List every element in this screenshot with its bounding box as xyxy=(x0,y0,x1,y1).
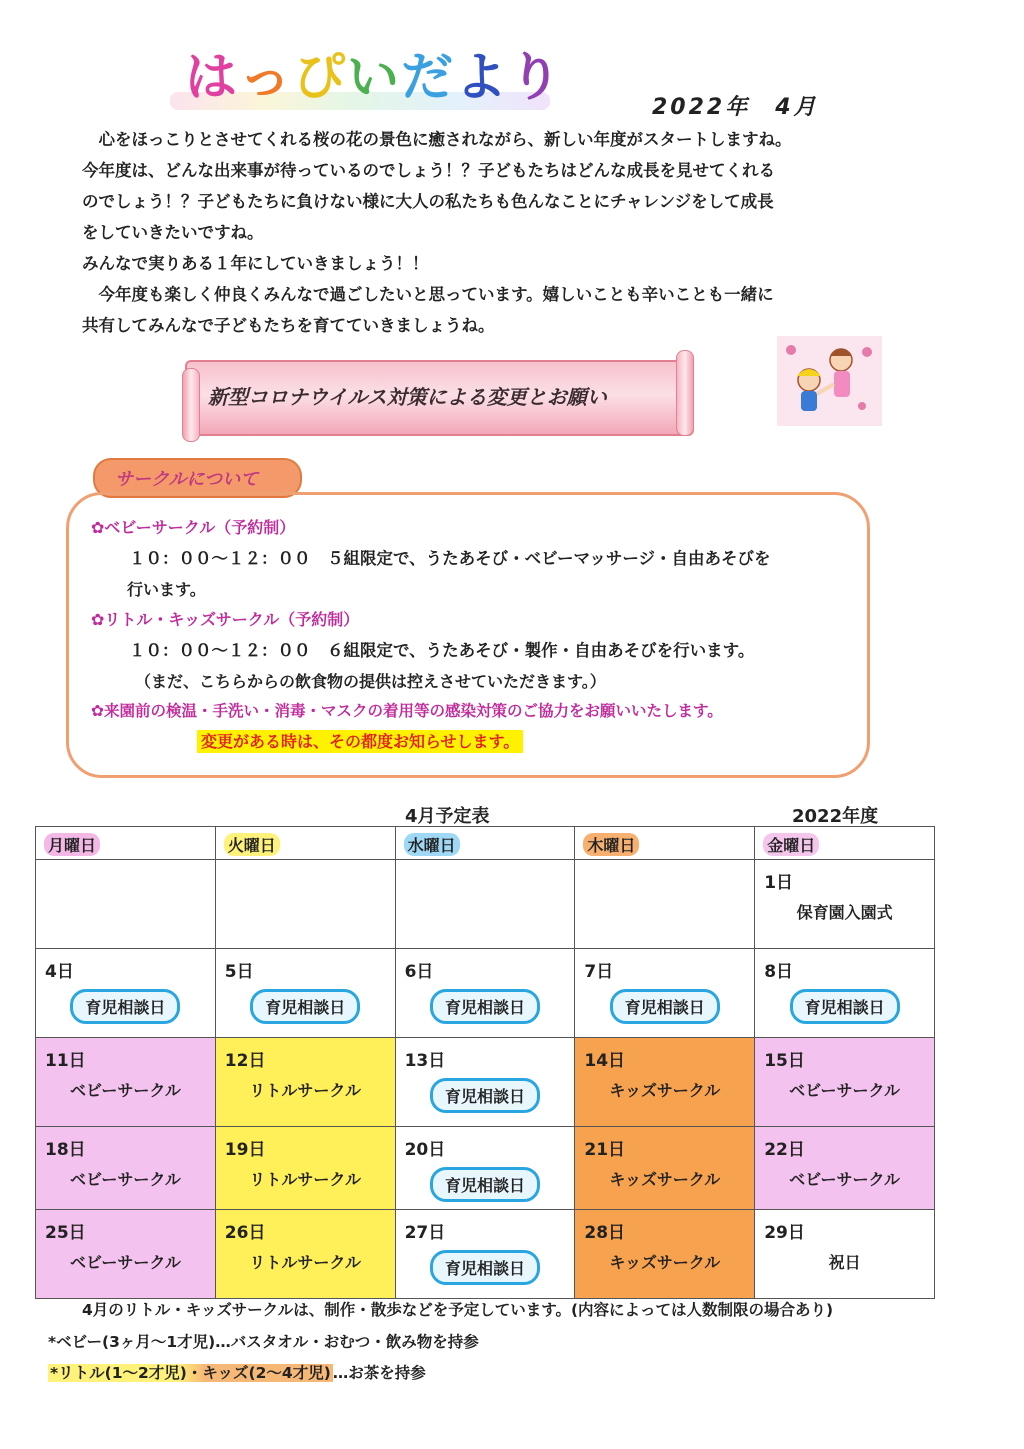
event-label: ベビーサークル xyxy=(69,1253,181,1272)
event-wrap xyxy=(755,989,934,1024)
event-wrap xyxy=(216,1167,395,1190)
day-number: 15日 xyxy=(764,1051,805,1071)
calendar-day-cell xyxy=(215,949,395,1038)
flower-icon: ✿ xyxy=(91,610,105,629)
section-tag-label: サークルについて xyxy=(115,469,259,490)
event-wrap xyxy=(755,900,934,923)
scroll-curl-left xyxy=(182,368,200,442)
intro-line: のでしょう！？子どもたちに負けない様に大人の私たちも色んなことにチャレンジをして成長 xyxy=(82,192,774,211)
intro-line: 心をほっこりとさせてくれる桜の花の景色に癒されながら、新しい年度がスタートしますね。 xyxy=(82,130,792,149)
intro-line: 共有してみんなで子どもたちを育てていきましょうね。 xyxy=(82,316,495,335)
calendar-day-cell xyxy=(395,1210,575,1299)
baby-items-note: *ベビー(3ヶ月～1才児)…バスタオル・おむつ・飲み物を持参 xyxy=(48,1333,479,1351)
day-header-label: 月曜日 xyxy=(44,833,100,856)
day-header xyxy=(215,827,395,860)
day-header xyxy=(575,827,755,860)
event-wrap xyxy=(755,1167,934,1190)
change-notice-text: 変更がある時は、その都度お知らせします。 xyxy=(197,730,523,753)
calendar-day-cell xyxy=(395,1127,575,1210)
title-char: い xyxy=(347,48,402,108)
little-kids-circle-title xyxy=(91,607,359,630)
title-char: だ xyxy=(401,48,456,108)
day-number: 13日 xyxy=(404,1051,446,1071)
event-wrap xyxy=(36,1250,215,1273)
day-number: 18日 xyxy=(45,1140,86,1160)
baby-circle-detail: 行います。 xyxy=(127,580,206,599)
calendar-day-cell xyxy=(215,1127,395,1210)
day-number: 20日 xyxy=(404,1140,446,1160)
title-char: っ xyxy=(239,48,294,108)
tea-note: …お茶を持参 xyxy=(332,1364,426,1382)
event-label: キッズサークル xyxy=(609,1253,721,1272)
calendar-day-cell xyxy=(215,860,395,949)
event-label: ベビーサークル xyxy=(789,1081,901,1100)
day-header-label: 金曜日 xyxy=(763,833,819,856)
schedule-calendar xyxy=(35,826,935,1299)
calendar-title: 4月予定表 xyxy=(405,806,490,827)
event-wrap xyxy=(36,1078,215,1101)
event-wrap xyxy=(36,989,215,1024)
day-number: 8日 xyxy=(764,962,794,982)
calendar-day-cell xyxy=(755,1127,935,1210)
calendar-day-cell xyxy=(755,860,935,949)
consultation-badge: 育児相談日 xyxy=(430,1078,540,1113)
consultation-badge: 育児相談日 xyxy=(250,989,360,1024)
calendar-day-cell xyxy=(575,1038,755,1127)
day-header xyxy=(36,827,216,860)
event-label: キッズサークル xyxy=(609,1170,721,1189)
calendar-year: 2022年度 xyxy=(792,806,879,827)
event-wrap xyxy=(216,1078,395,1101)
intro-text xyxy=(82,124,862,341)
day-number: 1日 xyxy=(764,873,794,893)
consultation-badge: 育児相談日 xyxy=(430,989,540,1024)
issue-date: 2022年 4月 xyxy=(652,95,819,120)
event-wrap xyxy=(575,1250,754,1273)
little-circle-title-text: リトル・キッズサークル（予約制） xyxy=(104,610,360,629)
calendar-day-cell xyxy=(755,949,935,1038)
day-number: 27日 xyxy=(404,1223,446,1243)
day-number: 12日 xyxy=(224,1051,266,1071)
day-number: 6日 xyxy=(404,962,434,982)
event-label: リトルサークル xyxy=(249,1081,361,1100)
flower-icon xyxy=(858,402,866,410)
calendar-week-row xyxy=(36,949,935,1038)
calendar-day-cell xyxy=(215,1210,395,1299)
consultation-badge: 育児相談日 xyxy=(790,989,900,1024)
event-wrap xyxy=(216,989,395,1024)
day-header-label: 火曜日 xyxy=(224,833,280,856)
event-wrap xyxy=(575,1167,754,1190)
calendar-day-cell xyxy=(575,949,755,1038)
calendar-week-row xyxy=(36,1038,935,1127)
event-wrap xyxy=(396,989,575,1024)
event-label: ベビーサークル xyxy=(69,1170,181,1189)
food-notice: （まだ、こちらからの飲食物の提供は控えさせていただきます。） xyxy=(135,672,606,691)
flower-icon xyxy=(786,345,796,355)
day-header xyxy=(395,827,575,860)
footer-note: 4月のリトル・キッズサークルは、制作・散歩などを予定しています。(内容によっては人数制限の場合あり) xyxy=(82,1301,834,1319)
calendar-day-cell xyxy=(36,1127,216,1210)
day-number: 25日 xyxy=(45,1223,86,1243)
day-header-label: 木曜日 xyxy=(583,833,639,856)
day-number: 5日 xyxy=(224,962,254,982)
day-number: 28日 xyxy=(584,1223,626,1243)
intro-line: をしていきたいですね。 xyxy=(82,223,264,242)
scroll-curl-right xyxy=(676,350,694,436)
day-number: 22日 xyxy=(764,1140,805,1160)
calendar-day-cell xyxy=(575,1127,755,1210)
event-label: 保育園入園式 xyxy=(796,903,893,922)
day-number: 7日 xyxy=(584,962,614,982)
intro-line: 今年度も楽しく仲良くみんなで過ごしたいと思っています。嬉しいことも辛いことも一緒に xyxy=(82,285,774,304)
event-wrap xyxy=(755,1250,934,1273)
day-number: 11日 xyxy=(45,1051,86,1071)
calendar-week-row xyxy=(36,860,935,949)
day-number: 4日 xyxy=(45,962,74,982)
calendar-day-cell xyxy=(575,860,755,949)
event-wrap xyxy=(396,1167,575,1202)
change-notice xyxy=(197,729,523,752)
intro-line: みんなで実りある１年にしていきましょう！！ xyxy=(82,254,429,273)
calendar-day-cell xyxy=(395,949,575,1038)
intro-line: 今年度は、どんな出来事が待っているのでしょう！？子どもたちはどんな成長を見せてくれる xyxy=(82,161,775,180)
circle-info-box xyxy=(66,492,870,778)
calendar-day-cell xyxy=(215,1038,395,1127)
title-char: よ xyxy=(455,48,510,108)
banner-title: 新型コロナウイルス対策による変更とお願い xyxy=(208,385,607,409)
calendar-day-cell xyxy=(755,1210,935,1299)
calendar-header-row xyxy=(36,827,935,860)
event-wrap xyxy=(396,1250,575,1285)
event-wrap xyxy=(36,1167,215,1190)
consultation-badge: 育児相談日 xyxy=(430,1250,540,1285)
flower-icon: ✿ xyxy=(91,518,105,537)
event-label: ベビーサークル xyxy=(789,1170,901,1189)
day-number: 19日 xyxy=(224,1140,266,1160)
baby-circle-title xyxy=(91,515,295,538)
consultation-badge: 育児相談日 xyxy=(430,1167,540,1202)
infection-notice xyxy=(91,699,723,721)
children-illustration xyxy=(777,336,882,426)
event-label: キッズサークル xyxy=(609,1081,721,1100)
event-wrap xyxy=(575,1078,754,1101)
calendar-week-row xyxy=(36,1210,935,1299)
event-label: ベビーサークル xyxy=(69,1081,181,1100)
event-wrap xyxy=(396,1078,575,1113)
calendar-day-cell xyxy=(755,1038,935,1127)
event-label: リトルサークル xyxy=(249,1170,361,1189)
baby-circle-title-text: ベビーサークル（予約制） xyxy=(104,518,296,537)
little-kids-items-note xyxy=(48,1361,426,1383)
consultation-badge: 育児相談日 xyxy=(610,989,720,1024)
event-label: リトルサークル xyxy=(249,1253,361,1272)
baby-circle-detail: １０：００～１２：００ ５組限定で、うたあそび・ベビーマッサージ・自由あそびを xyxy=(129,549,771,568)
calendar-day-cell xyxy=(395,860,575,949)
calendar-day-cell xyxy=(36,949,216,1038)
day-header xyxy=(755,827,935,860)
day-number: 26日 xyxy=(224,1223,266,1243)
day-number: 21日 xyxy=(584,1140,626,1160)
day-number: 29日 xyxy=(764,1223,805,1243)
infection-notice-text: 来園前の検温・手洗い・消毒・マスクの着用等の感染対策のご協力をお願いいたします。 xyxy=(104,702,723,720)
calendar-day-cell xyxy=(575,1210,755,1299)
little-kids-ages: *リトル(1～2才児)・キッズ(2～4才児) xyxy=(50,1364,331,1382)
title-char: り xyxy=(509,48,564,108)
calendar-day-cell xyxy=(36,1210,216,1299)
event-wrap xyxy=(216,1250,395,1273)
day-number: 14日 xyxy=(584,1051,626,1071)
consultation-badge: 育児相談日 xyxy=(70,989,180,1024)
day-header-label: 水曜日 xyxy=(404,833,460,856)
title-char: ぴ xyxy=(293,48,348,108)
event-wrap xyxy=(575,989,754,1024)
calendar-day-cell xyxy=(36,860,216,949)
flower-icon: ✿ xyxy=(91,702,104,720)
little-circle-detail: １０：００～１２：００ ６組限定で、うたあそび・製作・自由あそびを行います。 xyxy=(129,641,755,660)
calendar-week-row xyxy=(36,1127,935,1210)
title-char: は xyxy=(185,48,240,108)
event-wrap xyxy=(755,1078,934,1101)
event-label: 祝日 xyxy=(828,1253,861,1272)
newsletter-title xyxy=(185,48,564,108)
calendar-day-cell xyxy=(36,1038,216,1127)
flower-icon xyxy=(862,347,872,357)
calendar-day-cell xyxy=(395,1038,575,1127)
